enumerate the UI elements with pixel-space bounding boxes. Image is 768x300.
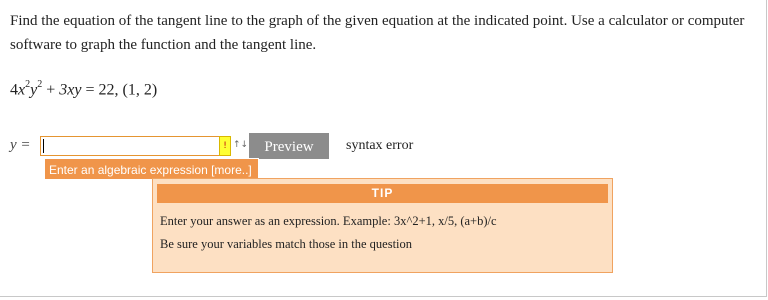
equation-point: (1, 2) (122, 81, 158, 99)
tip-header: TIP (157, 184, 608, 203)
hint-badge[interactable]: Enter an algebraic expression [more..] (44, 158, 259, 180)
answer-label: y = (10, 137, 31, 153)
tip-example-text: Enter your answer as an expression. Example: 3x^2+1, x/5, (a+b)/c (160, 214, 497, 228)
equation: $4x^2y^2 + 3xy = 22$, (1, 2) (10, 79, 158, 99)
tip-variables-text: Be sure your variables match those in the question (160, 237, 413, 251)
equation-term2: 3xy (59, 81, 82, 99)
warning-icon[interactable]: ! (219, 136, 231, 156)
equation-rhs: 22 (98, 81, 115, 99)
arrows-icon: ↑↓ (233, 140, 249, 150)
tip-box (152, 178, 613, 273)
equation-y-exponent: 2 (37, 79, 43, 90)
preview-button[interactable]: Preview (249, 133, 329, 159)
question-text: Find the equation of the tangent line to the graph of the given equation at the indicated point. Use a calculator or computer software to graph the function and the tangent line. (10, 13, 745, 53)
equation-x-exponent: 2 (25, 79, 31, 90)
equation-coef: 4 (10, 81, 18, 99)
text-cursor (43, 139, 44, 153)
equation-equals: = (85, 81, 95, 99)
answer-input[interactable] (40, 136, 220, 156)
equation-x: x (18, 81, 26, 99)
equation-plus: + (46, 81, 56, 99)
status-message: syntax error (346, 138, 414, 153)
equation-y: y (30, 81, 38, 99)
